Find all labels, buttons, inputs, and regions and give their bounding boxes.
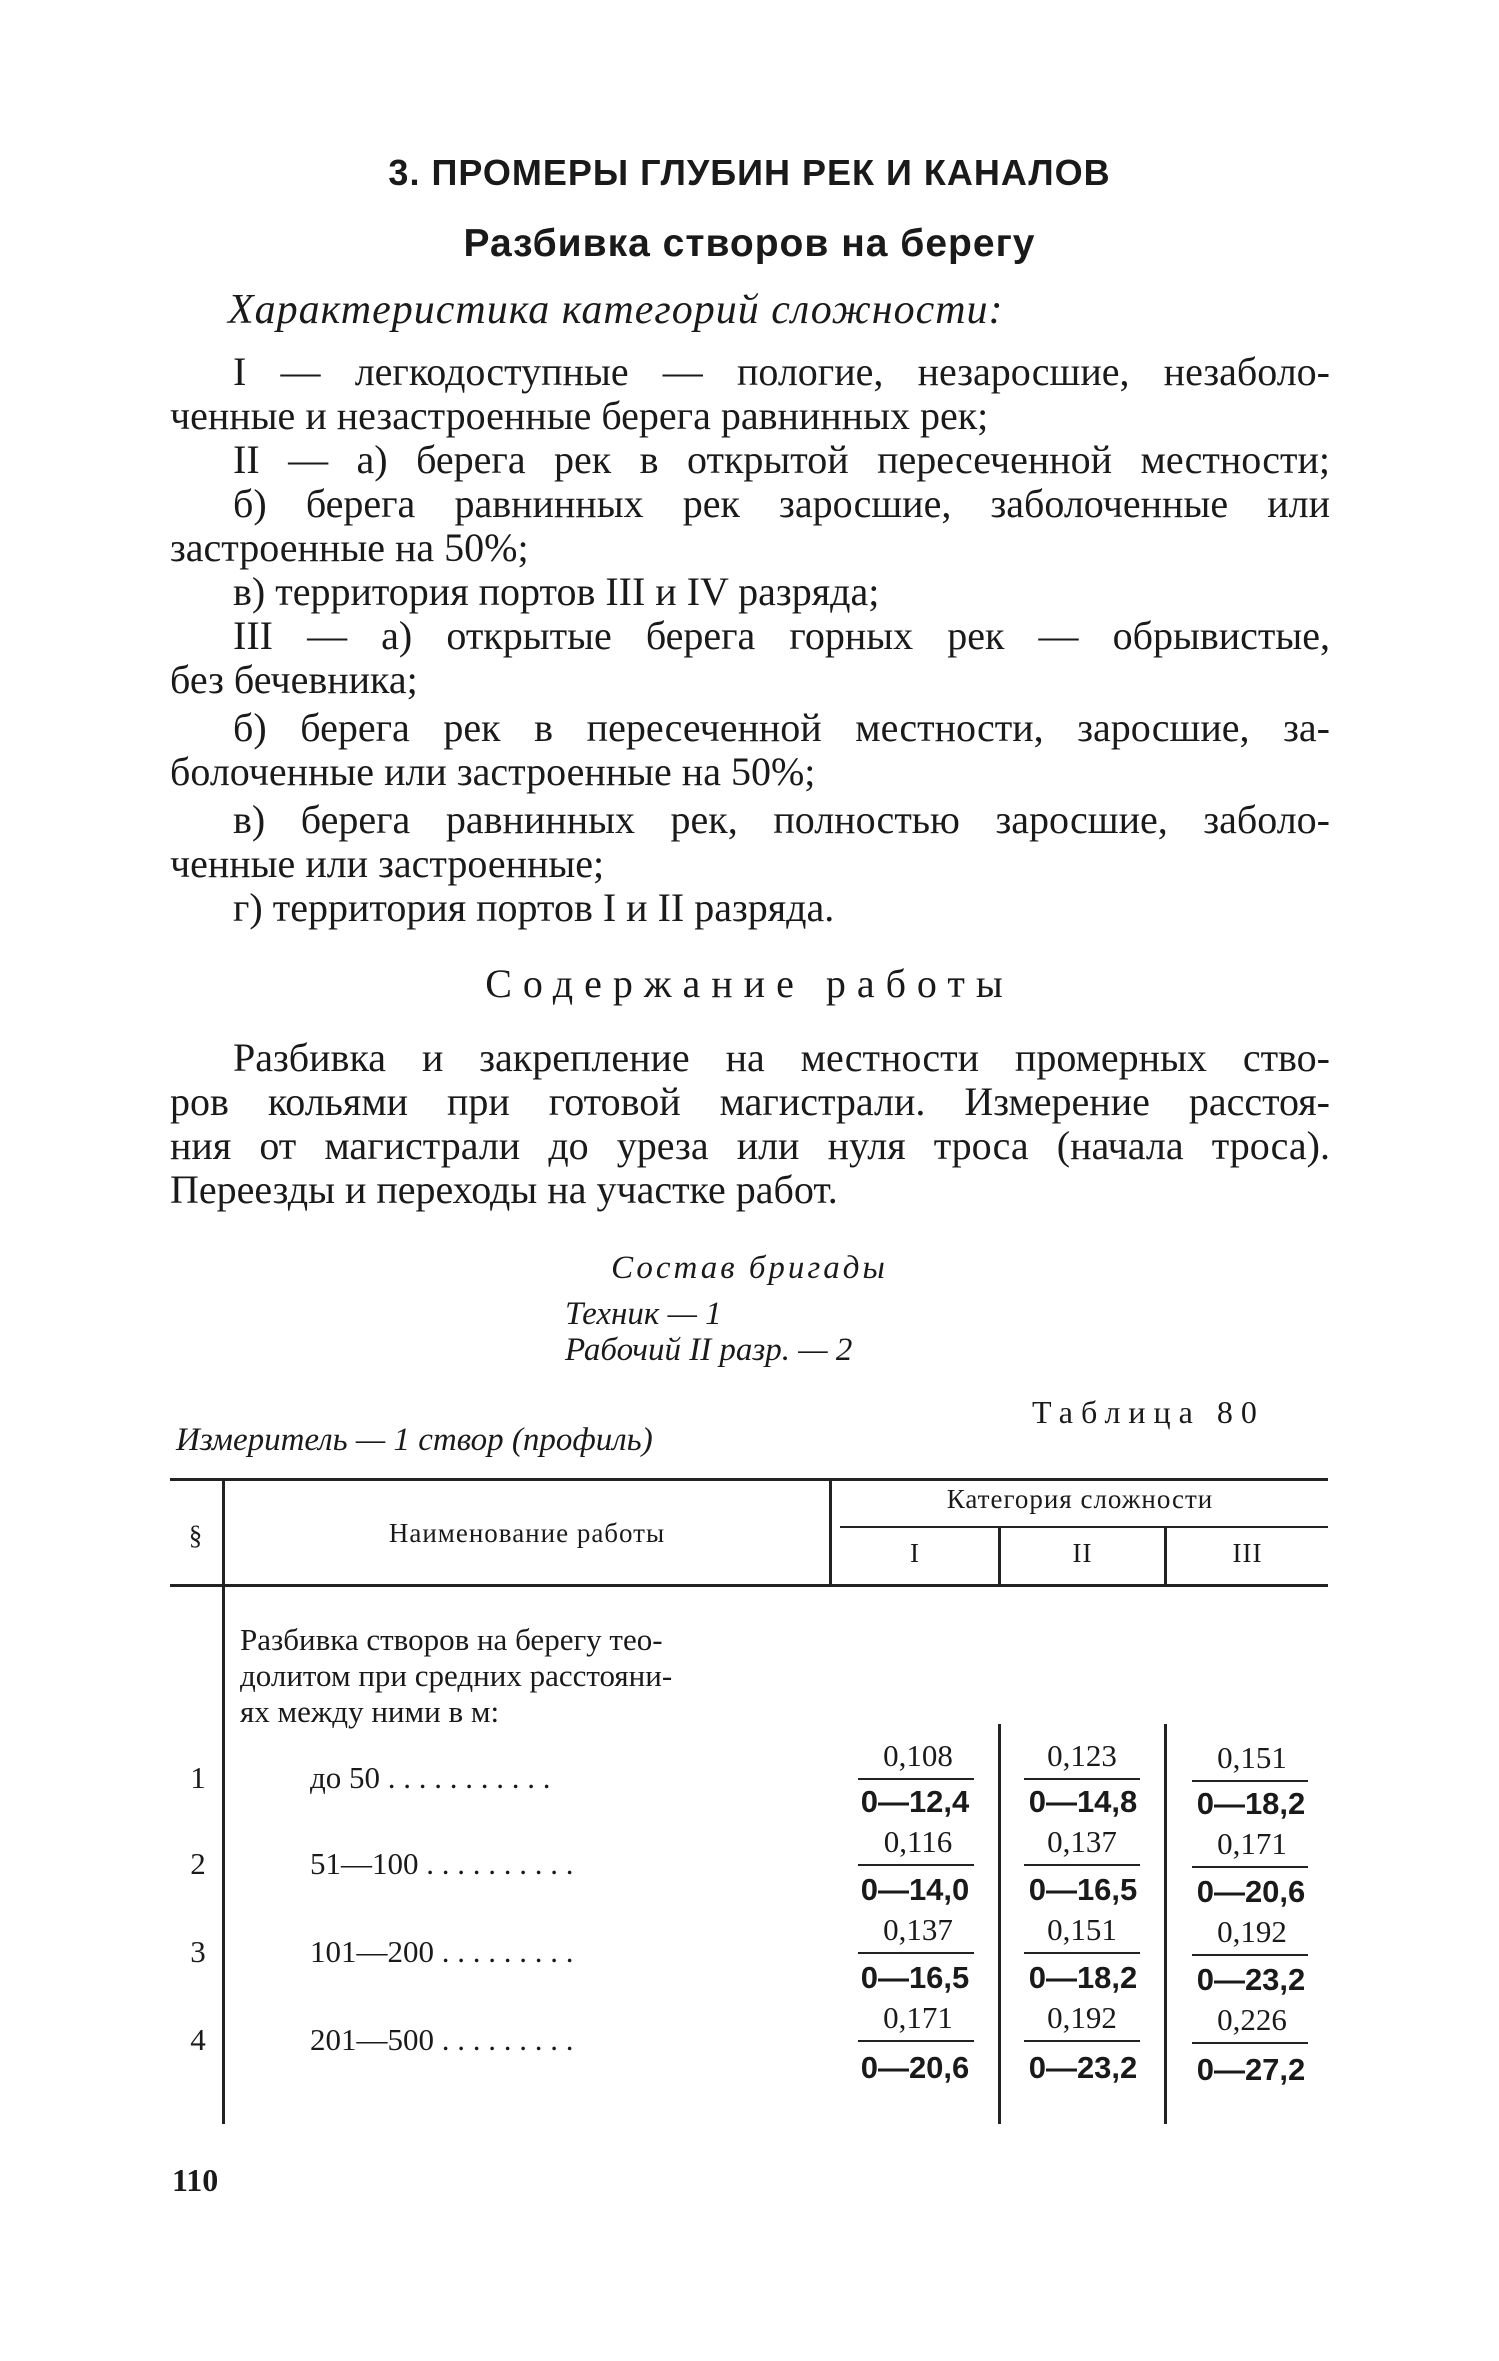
- categories-line: III — а) открытые берега горных рек — обрывистые,: [233, 613, 1330, 658]
- categories-heading: Характеристика категорий сложности:: [228, 287, 1004, 333]
- header-cat-2: II: [1072, 1538, 1093, 1568]
- fraction-bar: [858, 1864, 974, 1866]
- brigade-line: Рабочий II разр. — 2: [565, 1332, 853, 1368]
- fraction-bar: [1024, 1864, 1140, 1866]
- rate-value: 0—14,8: [1028, 1784, 1138, 1819]
- fraction-bar: [1192, 1780, 1308, 1782]
- norm-value: 0,116: [883, 1824, 953, 1859]
- brigade-heading: Состав бригады: [611, 1250, 888, 1286]
- row-number: 2: [190, 1846, 206, 1881]
- rate-value: 0—12,4: [860, 1784, 970, 1819]
- work-line: Переезды и переходы на участке работ.: [170, 1167, 838, 1212]
- row-number: 1: [190, 1760, 206, 1795]
- norm-value: 0,151: [1217, 1740, 1287, 1775]
- work-line: ров кольями при готовой магистрали. Измерение расстоя-: [170, 1079, 1330, 1124]
- table-top-rule: [170, 1478, 1328, 1481]
- subsection-title: Разбивка створов на берегу: [463, 222, 1036, 265]
- group-line: долитом при средних расстояни-: [240, 1658, 673, 1693]
- categories-line: ченные или застроенные;: [170, 841, 605, 886]
- brigade-line: Техник — 1: [565, 1296, 722, 1332]
- fraction-bar: [1192, 1866, 1308, 1868]
- categories-line: без бечевника;: [170, 657, 418, 702]
- categories-line: в) берега равнинных рек, полностью заросшие, заболо-: [233, 797, 1330, 842]
- categories-line: г) территория портов I и II разряда.: [233, 885, 835, 930]
- group-line: Разбивка створов на берегу тео-: [240, 1622, 663, 1657]
- header-section: §: [188, 1520, 204, 1550]
- table-label: Таблица 80: [1032, 1394, 1265, 1430]
- categories-line: I — легкодоступные — пологие, незаросшие, незаболо-: [233, 349, 1330, 394]
- column-divider: [998, 1724, 1001, 2124]
- header-name: Наименование работы: [388, 1518, 666, 1548]
- header-cat-1: I: [910, 1538, 920, 1568]
- rate-value: 0—20,6: [860, 2050, 970, 2085]
- fraction-bar: [858, 1952, 974, 1954]
- category-subrule: [840, 1526, 1328, 1528]
- fraction-bar: [1024, 2040, 1140, 2042]
- fraction-bar: [1024, 1778, 1140, 1780]
- norm-value: 0,171: [883, 2000, 953, 2035]
- group-line: ях между ними в м:: [240, 1694, 500, 1729]
- column-divider: [1164, 1724, 1167, 2124]
- table-header-rule: [170, 1584, 1328, 1587]
- norm-value: 0,108: [883, 1738, 953, 1773]
- norm-value: 0,137: [883, 1912, 953, 1947]
- norm-value: 0,192: [1217, 1914, 1287, 1949]
- section-title: 3. ПРОМЕРЫ ГЛУБИН РЕК И КАНАЛОВ: [388, 152, 1111, 193]
- norm-value: 0,171: [1217, 1826, 1287, 1861]
- rate-value: 0—27,2: [1196, 2052, 1306, 2087]
- categories-line: б) берега равнинных рек заросшие, заболоченные или: [233, 481, 1330, 526]
- row-label: до 50 . . . . . . . . . . .: [310, 1760, 551, 1795]
- fraction-bar: [1192, 1954, 1308, 1956]
- rate-value: 0—16,5: [860, 1960, 970, 1995]
- rate-value: 0—23,2: [1196, 1962, 1306, 1997]
- norm-value: 0,151: [1047, 1912, 1117, 1947]
- rate-value: 0—14,0: [860, 1872, 970, 1907]
- fraction-bar: [1024, 1952, 1140, 1954]
- categories-line: б) берега рек в пересеченной местности, заросшие, за-: [233, 705, 1330, 750]
- categories-line: ченные и незастроенные берега равнинных рек;: [170, 393, 989, 438]
- norm-value: 0,137: [1047, 1824, 1117, 1859]
- header-category: Категория сложности: [946, 1484, 1214, 1514]
- work-line: ния от магистрали до уреза или нуля троса (начала троса).: [170, 1123, 1330, 1168]
- fraction-bar: [858, 2040, 974, 2042]
- fraction-bar: [858, 1778, 974, 1780]
- categories-line: застроенные на 50%;: [170, 525, 529, 570]
- categories-line: болоченные или застроенные на 50%;: [170, 749, 816, 794]
- fraction-bar: [1192, 2042, 1308, 2044]
- categories-line: II — а) берега рек в открытой пересеченной местности;: [233, 437, 1330, 482]
- column-divider: [222, 1584, 225, 2124]
- header-cat-3: III: [1232, 1538, 1263, 1568]
- row-label: 201—500 . . . . . . . . .: [310, 2022, 574, 2057]
- page-number: 110: [172, 2162, 219, 2198]
- row-number: 3: [190, 1934, 206, 1969]
- measure-unit: Измеритель — 1 створ (профиль): [176, 1422, 653, 1458]
- norm-value: 0,123: [1047, 1738, 1117, 1773]
- work-line: Разбивка и закрепление на местности промерных ство-: [233, 1035, 1330, 1080]
- row-label: 101—200 . . . . . . . . .: [310, 1934, 574, 1969]
- rate-value: 0—20,6: [1196, 1874, 1306, 1909]
- norm-value: 0,226: [1217, 2002, 1287, 2037]
- categories-line: в) территория портов III и IV разряда;: [233, 569, 880, 614]
- rate-value: 0—18,2: [1028, 1960, 1138, 1995]
- row-label: 51—100 . . . . . . . . . .: [310, 1846, 574, 1881]
- row-number: 4: [190, 2022, 206, 2057]
- rate-value: 0—23,2: [1028, 2050, 1138, 2085]
- rate-value: 0—18,2: [1196, 1786, 1306, 1821]
- norm-value: 0,192: [1047, 2000, 1117, 2035]
- rate-value: 0—16,5: [1028, 1872, 1138, 1907]
- work-heading: Содержание работы: [485, 961, 1014, 1006]
